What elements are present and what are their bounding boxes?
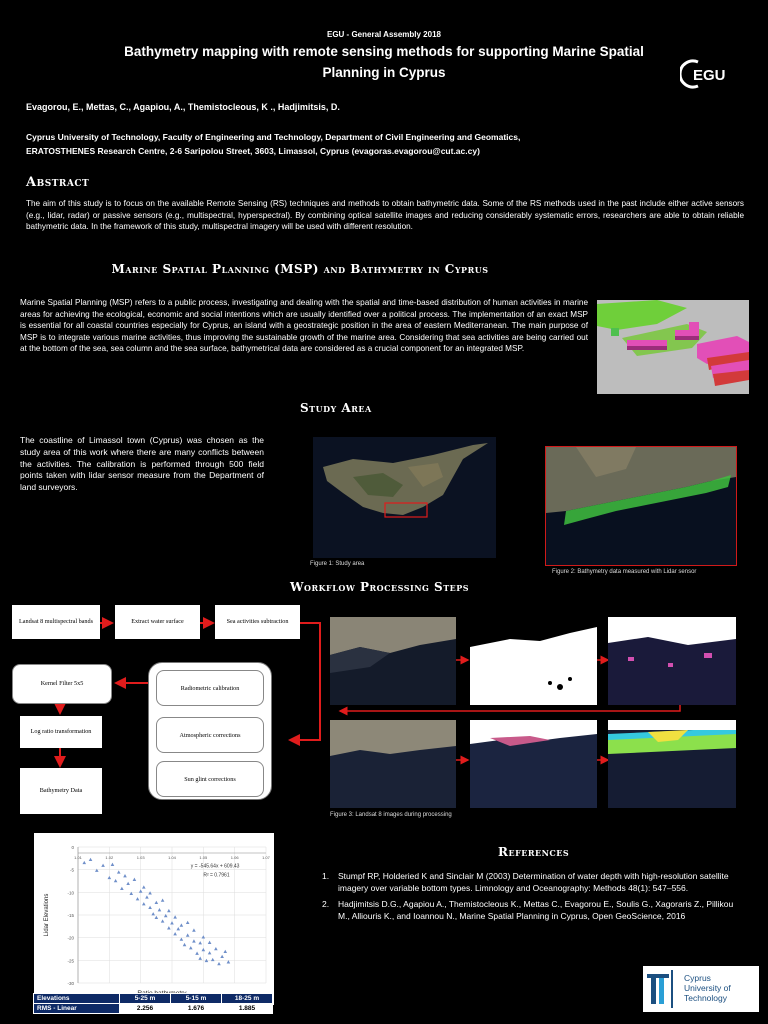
rmse-table-cell: 18-25 m [222,994,273,1004]
landsat-image-corrected [330,720,456,808]
chart-x-tick-label: 1.01 [74,855,82,860]
chart-point [82,861,86,864]
chart-point [151,912,155,915]
references-list [322,870,742,926]
rmse-table-cell: 5-15 m [171,994,222,1004]
chart-point [173,932,177,935]
chart-point [101,864,105,867]
step-atmospheric: Atmospheric corrections [156,717,264,753]
chart-point [148,906,152,909]
step-bathymetry-data: Bathymetry Data [20,768,102,814]
chart-x-tick-label: 1.07 [262,855,270,860]
chart-point [142,902,146,905]
chart-x-tick-label: 1.05 [199,855,208,860]
rmse-table-cell: 5-25 m [120,994,171,1004]
chart-point [227,960,231,963]
reference-text: Hadjimitsis D.G., Agapiou A., Themistocleous K., Mettas C., Evagorou E., Soulis G., Xagoraris Z., Pillikou M., Alliouris K., and Ioannou N., Marine Spatial Planning in Cyprus, Open GeoScience, 2016 [338,899,734,921]
chart-point [123,874,127,877]
authors: Evagorou, E., Mettas, C., Agapiou, A., Themistocleous, K ., Hadjimitsis, D. [26,102,340,112]
step-sunglint: Sun glint corrections [156,761,264,797]
chart-point [117,870,121,873]
rmse-table [33,993,273,1014]
abstract-text: The aim of this study is to focus on the available Remote Sensing (RS) techniques and methods to obtain bathymetric data. Some of the RS methods used in the past include either active sensors (e.g., lidar, radar) or passive sensors (e.g., multispectral, hyperspectral). By combining optical satellite images and reducing considerably systematic errors, researchers are able to obtain reliable bathymetric data. In the framework of this study, multispectral imagery will be used with different resolution. [26,199,744,231]
chart-point [189,946,193,949]
chart-y-tick-label: -5 [69,867,74,873]
chart-point [120,887,124,890]
reference-text: Stumpf RP, Holderied K and Sinclair M (2003) Determination of water depth with high-resolution satellite imagery over variable bottom types. Limnology and Oceanography: Methods 48(1): 547–556. [338,871,729,893]
chart-point [108,876,112,879]
chart-point [161,919,165,922]
chart-x-tick-label: 1.06 [230,855,239,860]
egu-logo-text: EGU [693,67,726,84]
cut-logo-line-2: University of [684,983,731,993]
chart-point [133,878,137,881]
chart-point [164,914,168,917]
regression-chart [34,833,274,1005]
chart-point [198,957,202,960]
rmse-table-cell: Elevations [34,994,120,1004]
cut-logo-text [684,973,731,1003]
landsat-image-bathymetry [608,720,736,808]
reference-number: 2. [322,899,330,909]
landsat-image-raw [330,617,456,705]
chart-point [114,879,118,882]
chart-y-tick-label: -10 [67,890,74,896]
landsat-image-sea-activities [608,617,736,705]
chart-y-tick-label: -30 [67,981,74,986]
rmse-table-row [34,994,273,1004]
chart-point [145,895,149,898]
figure-1-caption: Figure 1: Study area [310,561,365,567]
cyprus-satellite-map [313,437,496,558]
rmse-table-row [34,1004,273,1014]
event-name: EGU - General Assembly 2018 [327,30,441,39]
affiliation-line-2: ERATOSTHENES Research Centre, 2-6 Saripolou Street, 3603, Limassol, Cyprus (evagoras.evagorou@cut.ac.cy) [26,146,480,156]
chart-x-tick-label: 1.04 [168,855,176,860]
rmse-table-cell: 2.256 [120,1004,171,1014]
chart-point [186,921,190,924]
chart-trendline-equation: y = -545.64x + 609.43 [190,863,240,870]
chart-point [176,927,180,930]
figure-3-caption: Figure 3: Landsat 8 images during processing [330,812,452,818]
chart-y-tick-label: -20 [67,935,74,941]
chart-point [217,962,221,965]
reference-number: 1. [322,871,330,881]
cut-logo-line-1: Cyprus [684,973,711,983]
study-area-heading: Study Area [300,401,372,415]
affiliation [26,130,746,158]
chart-point [180,937,184,940]
step-kernel-filter: Kernel Filter 5x5 [12,664,112,704]
chart-point [170,921,174,924]
abstract-heading: Abstract [26,175,90,190]
chart-point [158,908,162,911]
msp-3d-illustration [597,300,749,394]
chart-point [195,952,199,955]
chart-point [192,928,196,931]
chart-point [223,950,227,953]
study-area-text: The coastline of Limassol town (Cyprus) was chosen as the study area of this work where there are many conflicts between the activities. The calibration is performed through 500 field points taken with lidar sensor measure from the Department of land surveyors. [20,435,264,493]
chart-r-squared: R² = 0.7961 [203,872,230,879]
step-radiometric: Radiometric calibration [156,670,264,706]
rmse-table-cell: RMS - Linear [34,1004,120,1014]
chart-point [208,951,212,954]
chart-point [220,955,224,958]
chart-point [148,891,152,894]
chart-y-axis-label: Lidar Elevations [44,893,50,937]
chart-point [208,941,212,944]
chart-point [186,933,190,936]
reference-item [322,898,742,922]
chart-point [155,916,159,919]
chart-point [142,885,146,888]
chart-point [183,943,187,946]
chart-point [126,882,130,885]
chart-point [202,935,206,938]
chart-y-tick-label: -15 [67,913,74,918]
reference-item [322,870,742,894]
chart-point [111,863,115,866]
references-heading: References [498,845,570,859]
chart-point [155,901,159,904]
chart-point [180,923,184,926]
rmse-table-cell: 1.885 [222,1004,273,1014]
msp-text: Marine Spatial Planning (MSP) refers to a public process, investigating and dealing with the spatial and time-based distribution of human activities in marine areas for achieving the ecological, economic and social intentions which are usually identified over a political process. The implementation of an exact MSP is essential for all coastal countries especially for Cyprus, an island with a geostrategic position in the area of eastern Mediterranean. The main purpose of MSP is to integrate various marine activities, thus improving the sustainable growth of the marine area. Considering that sea activities are being carried out at the bottom of the sea, sea column and the sea surface, bathymetrical data are considered as a crucial component for an integrated MSP. [20,298,588,353]
chart-point [214,947,218,950]
chart-point [89,858,93,861]
chart-point [95,869,99,872]
chart-point [202,948,206,951]
chart-y-tick-label: 0 [71,845,74,850]
chart-point [167,926,171,929]
chart-point [161,898,165,901]
step-extract-water: Extract water surface [115,605,200,639]
chart-x-tick-label: 1.03 [136,855,145,860]
chart-point [211,958,215,961]
chart-x-tick-label: 1.02 [105,855,114,860]
chart-point [139,889,143,892]
workflow-heading: Workflow Processing Steps [290,580,470,594]
chart-point [198,941,202,944]
affiliation-line-1: Cyprus University of Technology, Faculty of Engineering and Technology, Department of Civil Engineering and Geomatics, [26,132,521,142]
landsat-image-water-mask [470,617,597,705]
cut-logo-line-3: Technology [684,993,728,1003]
chart-y-tick-label: -25 [67,958,74,964]
landsat-image-filtered [470,720,597,808]
step-landsat-bands: Landsat 8 multispectral bands [12,605,100,639]
chart-point [192,939,196,942]
rmse-table-cell: 1.676 [171,1004,222,1014]
step-sea-activities: Sea activities subtraction [215,605,300,639]
regression-chart-svg [34,833,274,1005]
figure-2-caption: Figure 2: Bathymetry data measured with Lidar sensor [552,569,697,575]
msp-heading: Marine Spatial Planning (MSP) and Bathymetry in Cyprus [111,262,489,276]
lidar-bathymetry-map [545,446,737,566]
chart-point [167,909,171,912]
egu-logo [680,56,740,92]
step-log-ratio: Log ratio transformation [20,716,102,748]
chart-point [173,915,177,918]
poster-title: Bathymetry mapping with remote sensing methods for supporting Marine Spatial Planning in Cyprus [124,44,644,80]
chart-point [136,897,140,900]
